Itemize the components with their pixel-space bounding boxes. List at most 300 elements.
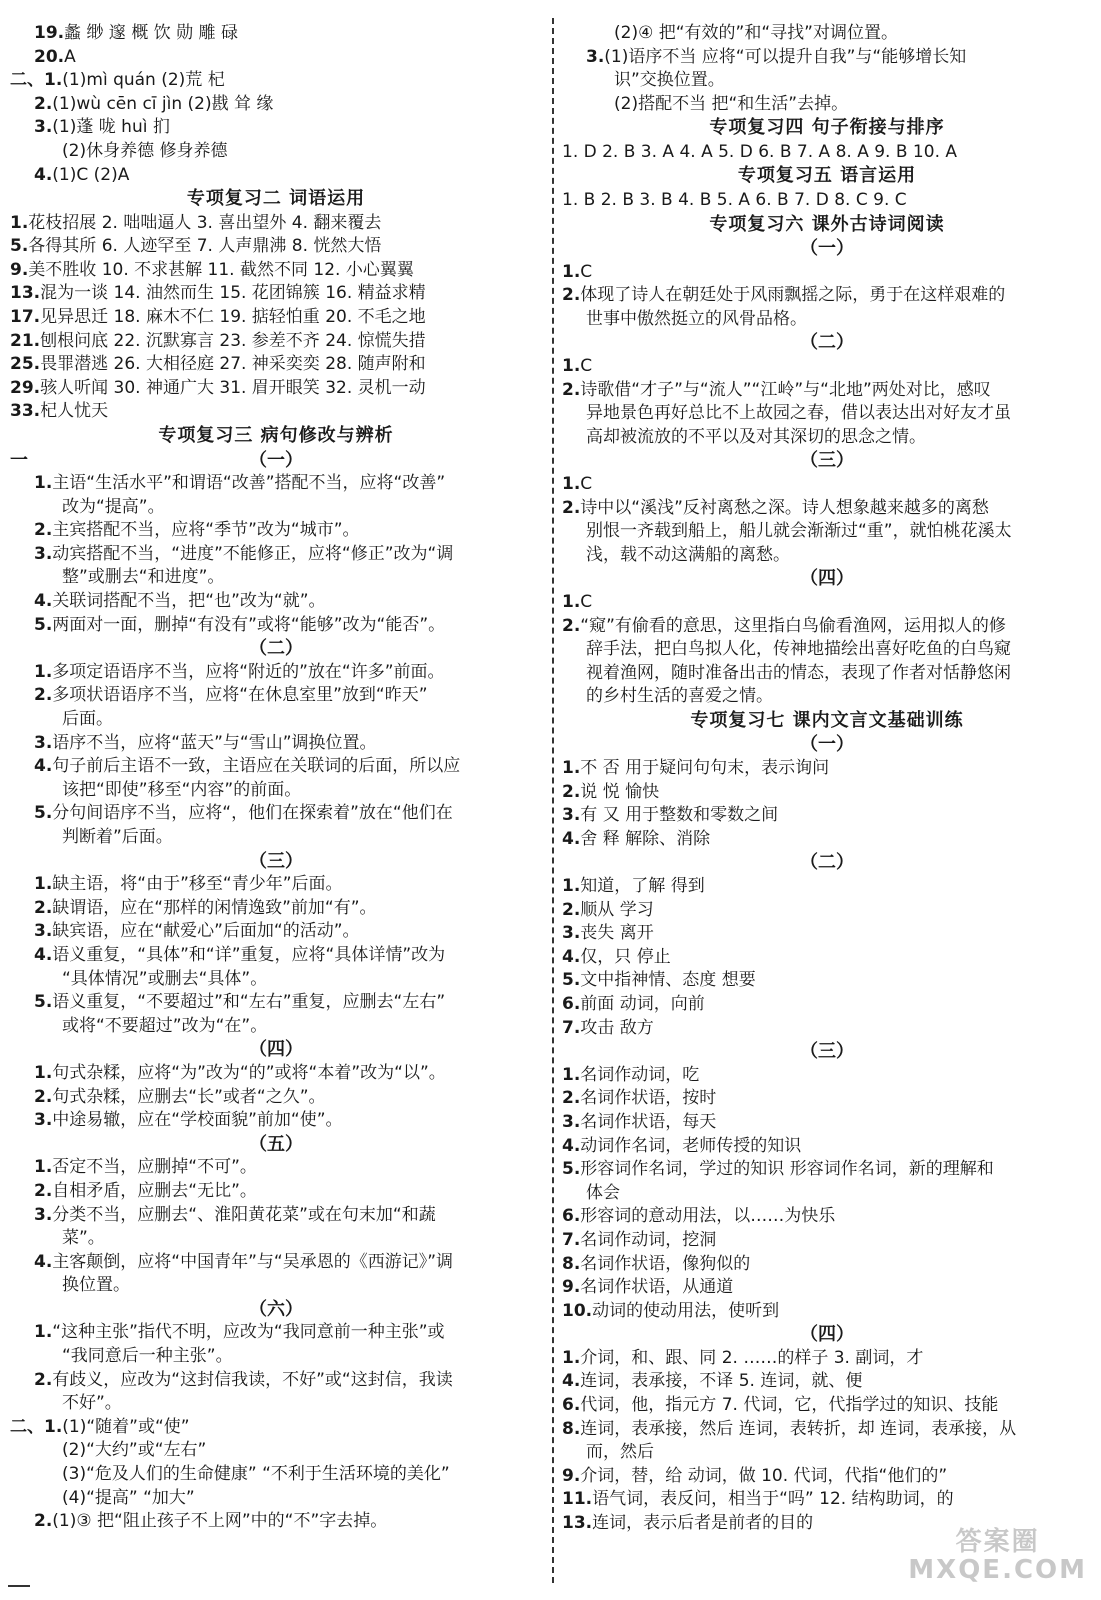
answer-text: C xyxy=(580,474,593,494)
answer-line xyxy=(562,804,1092,828)
subsection-label: （一） xyxy=(800,238,854,260)
answer-text: 诗歌借“才子”与“流人”“江岭”与“北地”两处对比，感叹 xyxy=(580,379,991,400)
subsection-label: （三） xyxy=(800,450,854,472)
subsection-heading xyxy=(10,1038,542,1062)
answer-number: 2. xyxy=(562,285,581,306)
answer-line xyxy=(10,116,542,140)
subsection-label: （三） xyxy=(800,1041,854,1063)
answer-number: 8. xyxy=(562,1418,581,1439)
answer-line xyxy=(10,1463,542,1487)
answer-line xyxy=(562,141,1092,165)
subsection-heading xyxy=(562,449,1092,473)
answer-number: 2. xyxy=(34,685,53,706)
answer-line xyxy=(10,920,542,944)
answer-number: 1. xyxy=(10,212,29,233)
answer-text: 缺宾语，应在“献爱心”后面加“的活动”。 xyxy=(52,921,360,942)
answer-line xyxy=(562,46,1092,70)
answer-text: 语义重复，“不要超过”和“左右”重复，应删去“左右” xyxy=(52,992,446,1013)
answer-line xyxy=(10,991,542,1015)
watermark-url: MXQE.COM xyxy=(908,1555,1087,1585)
answer-text: 句子前后主语不一致，主语应在关联词的后面，所以应 xyxy=(52,756,461,777)
answer-number: 20. xyxy=(34,46,65,67)
answer-text: 混为一谈 14. 油然而生 15. 花团锦簇 16. 精益求精 xyxy=(40,283,426,304)
answer-text: C xyxy=(580,591,593,612)
answer-number: 4. xyxy=(34,944,53,965)
subsection-label: （二） xyxy=(249,638,303,660)
answer-continuation: 不好”。 xyxy=(62,1393,122,1414)
answer-number: 4. xyxy=(34,591,53,612)
subsection-heading xyxy=(562,331,1092,355)
answer-text: 见异思迁 18. 麻木不仁 19. 掂轻怕重 20. 不毛之地 xyxy=(40,307,426,328)
subsection-label: （二） xyxy=(800,332,854,354)
answer-line xyxy=(562,757,1092,781)
watermark-logo-text: 答案圈 xyxy=(955,1527,1040,1557)
answer-text: 语义重复，“具体”和“详”重复，应将“具体详情”改为 xyxy=(52,944,446,965)
answer-text: (1)C (2)A xyxy=(52,164,130,185)
answer-number: 3. xyxy=(562,923,581,944)
answer-text: 仅，只 停止 xyxy=(580,946,671,967)
answer-text: 各得其所 6. 人迹罕至 7. 人声鼎沸 8. 恍然大悟 xyxy=(28,236,382,257)
answer-continuation: 异地景色再好总比不上故园之春，借以表达出对好友才虽 xyxy=(586,403,1011,424)
answer-text: 动宾搭配不当，“进度”不能修正，应将“修正”改为“调 xyxy=(52,543,454,564)
answer-continuation: 识”交换位置。 xyxy=(614,70,725,91)
answer-number: 8. xyxy=(562,1253,581,1274)
answer-line xyxy=(562,1394,1092,1418)
answer-number: 2. xyxy=(34,93,53,114)
subsection-label: （五） xyxy=(249,1133,303,1155)
answer-continuation: 体会 xyxy=(586,1182,620,1203)
answer-continuation: 世事中傲然挺立的风骨品格。 xyxy=(586,308,807,329)
answer-text: (2)休身养德 修身养德 xyxy=(62,140,228,161)
answer-number: 5. xyxy=(34,614,53,635)
answer-number: 1. xyxy=(562,758,581,779)
answer-text: 缺主语，将“由于”移至“青少年”后面。 xyxy=(52,874,343,895)
answer-line xyxy=(562,1158,1092,1182)
answer-number: 5. xyxy=(34,803,53,824)
answer-text: 有歧义，应改为“这封信我读，不好”或“这封信，我读 xyxy=(52,1369,453,1390)
answer-text: (1)蓬 咙 huì 扪 xyxy=(52,117,170,138)
answer-number: 4. xyxy=(562,828,581,849)
answer-line xyxy=(10,400,542,424)
answer-text: 两面对一面，删掉“有没有”或将“能够”改为“能否”。 xyxy=(52,614,446,635)
answer-number: 6. xyxy=(562,1206,581,1227)
answer-text: 多项状语语序不当，应将“在休息室里”放到“昨天” xyxy=(52,685,428,706)
answer-line xyxy=(10,873,542,897)
subsection-heading xyxy=(10,449,542,473)
answer-text: (1)③ 把“阻止孩子不上网”中的“不”字去掉。 xyxy=(52,1511,388,1532)
answer-text: 说 悦 愉快 xyxy=(580,781,660,802)
answer-line xyxy=(562,993,1092,1017)
answer-number: 1. xyxy=(34,1157,53,1178)
answer-text: 主语“生活水平”和谓语“改善”搭配不当，应将“改善” xyxy=(52,473,446,494)
answer-line xyxy=(10,684,542,708)
left-column xyxy=(10,22,542,1534)
subsection-label: （一） xyxy=(800,734,854,756)
answer-line xyxy=(10,1062,542,1086)
answer-line xyxy=(10,235,542,259)
answer-text: “窥”有偷看的意思，这里指白鸟偷看渔网，运用拟人的修 xyxy=(580,615,1006,636)
answer-number: 2. xyxy=(34,1369,53,1390)
answer-number: 13. xyxy=(10,283,41,304)
answer-line xyxy=(10,353,542,377)
section-heading: 专项复习五 语言运用 xyxy=(737,165,917,187)
answer-text: (2)“大约”或“左右” xyxy=(62,1440,207,1461)
column-divider xyxy=(552,18,554,1583)
answer-continuation: 或将“不要超过”改为“在”。 xyxy=(62,1015,268,1036)
answer-number: 1. xyxy=(34,1322,53,1343)
watermark xyxy=(908,1528,1087,1584)
answer-text: 主客颠倒，应将“中国青年”与“吴承恩的《西游记》”调 xyxy=(52,1251,454,1272)
subsection-label: （三） xyxy=(249,850,303,872)
answer-line xyxy=(10,1321,542,1345)
answer-number: 1. xyxy=(562,356,581,377)
answer-continuation: 的乡村生活的喜爱之情。 xyxy=(586,686,773,707)
answer-number: 19. xyxy=(34,23,65,43)
answer-line xyxy=(10,377,542,401)
answer-number: 3. xyxy=(34,921,53,942)
answer-number: 6. xyxy=(562,1395,581,1416)
answer-line xyxy=(10,1204,542,1228)
answer-text: 关联词搭配不当，把“也”改为“就”。 xyxy=(52,591,326,612)
answer-line xyxy=(10,1487,542,1511)
answer-number: 3. xyxy=(34,117,53,138)
answer-line xyxy=(10,519,542,543)
answer-text: 名词作状语，像狗似的 xyxy=(580,1253,751,1274)
answer-text: 中途易辙，应在“学校面貌”前加“使”。 xyxy=(52,1110,343,1131)
answer-continuation: “我同意后一种主张”。 xyxy=(62,1346,233,1367)
answer-line xyxy=(562,946,1092,970)
answer-continuation: 高却被流放的不平以及对其深切的思念之情。 xyxy=(586,426,926,447)
answer-number: 2. xyxy=(34,1180,53,1201)
answer-text: (2)④ 把“有效的”和“寻找”对调位置。 xyxy=(614,23,898,43)
answer-number: 4. xyxy=(34,1251,53,1272)
answer-text: 攻击 敌方 xyxy=(580,1017,654,1038)
answer-line xyxy=(10,802,542,826)
answer-continuation: 浅，载不动这满船的离愁。 xyxy=(586,544,790,565)
subsection-heading xyxy=(562,567,1092,591)
answer-number: 4. xyxy=(562,946,581,967)
answer-text: 语气词，表反问，相当于“吗” 12. 结构助词，的 xyxy=(592,1489,954,1510)
answer-text: 连词，表承接，然后 连词，表转折，却 连词，表承接，从 xyxy=(580,1418,1017,1439)
answer-continuation: 整”或删去“和进度”。 xyxy=(62,567,225,588)
answer-number: 2. xyxy=(34,1086,53,1107)
answer-text: 名词作状语，每天 xyxy=(580,1111,717,1132)
answer-text: 句式杂糅，应删去“长”或者“之久”。 xyxy=(52,1086,326,1107)
answer-continuation: “具体情况”或删去“具体”。 xyxy=(62,968,268,989)
answer-text: 多项定语语序不当，应将“附近的”放在“许多”前面。 xyxy=(52,661,445,682)
answer-line xyxy=(562,1205,1092,1229)
answer-text: 形容词的意动用法，以……为快乐 xyxy=(580,1206,836,1227)
answer-line xyxy=(10,614,542,638)
section-heading: 专项复习六 课外古诗词阅读 xyxy=(709,213,945,235)
answer-text: 动词的使动用法，使听到 xyxy=(592,1300,780,1321)
answer-number: 2. xyxy=(562,1088,581,1109)
right-column xyxy=(562,22,1092,1536)
answer-number: 3. xyxy=(34,732,53,753)
answer-number: 1. xyxy=(562,474,581,494)
answer-line xyxy=(10,1416,542,1440)
answer-text: 诗中以“溪浅”反衬离愁之深。诗人想象越来越多的离愁 xyxy=(580,497,989,518)
answer-number: 2. xyxy=(34,520,53,541)
subsection-heading xyxy=(562,851,1092,875)
bottom-rule xyxy=(8,1585,30,1587)
answer-text: (2)搭配不当 把“和生活”去掉。 xyxy=(614,93,849,114)
answer-line xyxy=(562,355,1092,379)
answer-number: 9. xyxy=(562,1465,581,1486)
answer-continuation: 别恨一齐载到船上，船儿就会渐渐过“重”，就怕桃花溪太 xyxy=(586,521,1012,542)
answer-continuation: 菜”。 xyxy=(62,1228,105,1249)
answer-number: 2. xyxy=(562,899,581,920)
answer-line xyxy=(10,732,542,756)
answer-number: 2. xyxy=(34,897,53,918)
answer-text: “这种主张”指代不明，应改为“我同意前一种主张”或 xyxy=(52,1322,445,1343)
answer-number: 17. xyxy=(10,307,41,328)
answer-text: 句式杂糅，应将“为”改为“的”或将“本着”改为“以”。 xyxy=(52,1062,446,1083)
answer-line xyxy=(10,1086,542,1110)
answer-number: 29. xyxy=(10,377,41,398)
answer-continuation: 该把“即使”移至“内容”的前面。 xyxy=(62,779,302,800)
answer-line xyxy=(10,1510,542,1534)
subsection-label: （四） xyxy=(800,1324,854,1346)
answer-text: 名词作动词，挖洞 xyxy=(580,1229,717,1250)
answer-line xyxy=(10,259,542,283)
subsection-label: （六） xyxy=(249,1298,303,1320)
answer-line xyxy=(562,875,1092,899)
subsection-heading xyxy=(562,1323,1092,1347)
answer-text: 美不胜收 10. 不求甚解 11. 截然不同 12. 小心翼翼 xyxy=(28,259,414,280)
answer-number: 1. xyxy=(562,1064,581,1085)
subsection-label: （一） xyxy=(249,449,303,471)
answer-number: 2. xyxy=(562,379,581,400)
answer-line xyxy=(562,591,1092,615)
subsection-heading xyxy=(10,850,542,874)
answer-line xyxy=(562,1229,1092,1253)
answer-line xyxy=(562,828,1092,852)
answer-line xyxy=(562,379,1092,403)
answer-text: 介词，和、跟、同 2. ……的样子 3. 副词，才 xyxy=(580,1347,924,1368)
answer-line xyxy=(10,330,542,354)
subsection-heading xyxy=(562,1040,1092,1064)
section-marker: 一 xyxy=(10,449,28,471)
answer-text: 知道，了解 得到 xyxy=(580,876,705,896)
subsection-label: （二） xyxy=(800,852,854,874)
answer-text: 花枝招展 2. 咄咄逼人 3. 喜出望外 4. 翻来覆去 xyxy=(28,212,382,233)
answer-line xyxy=(562,261,1092,285)
answer-number: 1. xyxy=(562,591,581,612)
answer-line xyxy=(562,1276,1092,1300)
answer-number: 10. xyxy=(562,1300,593,1321)
answer-line xyxy=(562,497,1092,521)
answer-line xyxy=(10,472,542,496)
subsection-label: （四） xyxy=(800,568,854,590)
answer-text: 主宾搭配不当，应将“季节”改为“城市”。 xyxy=(52,520,360,541)
section-heading: 专项复习二 词语运用 xyxy=(186,188,366,210)
answer-line xyxy=(562,781,1092,805)
answer-line xyxy=(562,189,1092,213)
answer-text: 分句间语序不当，应将“，他们在探索着”放在“他们在 xyxy=(52,803,453,824)
answer-line xyxy=(562,1017,1092,1041)
answer-text: 否定不当，应删掉“不可”。 xyxy=(52,1157,257,1178)
answer-number: 4. xyxy=(34,756,53,777)
answer-line xyxy=(10,306,542,330)
answer-text: 语序不当，应将“蓝天”与“雪山”调换位置。 xyxy=(52,732,377,753)
subsection-heading xyxy=(562,733,1092,757)
answer-text: (1)语序不当 应将“可以提升自我”与“能够增长知 xyxy=(604,46,967,67)
answer-number: 3. xyxy=(34,1110,53,1131)
answer-number: 1. xyxy=(562,1347,581,1368)
answer-number: 3. xyxy=(34,543,53,564)
answer-line xyxy=(562,899,1092,923)
answer-text: (1)wù cēn cī jìn (2)戡 耸 缘 xyxy=(52,93,274,114)
answer-number: 11. xyxy=(562,1489,593,1510)
answer-line xyxy=(562,1347,1092,1371)
answer-number: 25. xyxy=(10,354,41,375)
answer-text: C xyxy=(580,261,593,282)
answer-number: 5. xyxy=(562,970,581,991)
answer-line xyxy=(562,1111,1092,1135)
answer-line xyxy=(10,1251,542,1275)
answer-line xyxy=(562,922,1092,946)
answer-text: 名词作动词，吃 xyxy=(580,1064,700,1085)
answer-text: 连词，表示后者是前者的目的 xyxy=(592,1513,814,1534)
answer-number: 1. xyxy=(34,1062,53,1083)
answer-continuation: 后面。 xyxy=(62,709,113,730)
answer-continuation: 改为“提高”。 xyxy=(62,496,165,517)
answer-line xyxy=(562,284,1092,308)
answer-continuation: 视着渔网，随时准备出击的情态，表现了作者对恬静悠闲 xyxy=(586,662,1011,683)
answer-number: 1. xyxy=(562,876,581,896)
answer-text: 介词，替，给 动词，做 10. 代词，代指“他们的” xyxy=(580,1465,948,1486)
section-heading: 专项复习七 课内文言文基础训练 xyxy=(690,709,964,731)
answer-number: 4. xyxy=(34,164,53,185)
answer-text: 1. D 2. B 3. A 4. A 5. D 6. B 7. A 8. A 9. B 10. A xyxy=(562,141,958,162)
answer-text: 缺谓语，应在“那样的闲情逸致”前加“有”。 xyxy=(52,897,377,918)
answer-number: 1. xyxy=(34,874,53,895)
answer-text: A xyxy=(64,46,76,67)
answer-line xyxy=(562,1064,1092,1088)
answer-line xyxy=(562,93,1092,117)
answer-text: 形容词作名词，学过的知识 形容词作名词，新的理解和 xyxy=(580,1159,994,1180)
answer-number: 5. xyxy=(562,1159,581,1180)
answer-line xyxy=(10,282,542,306)
answer-continuation: 换位置。 xyxy=(62,1275,130,1296)
answer-line xyxy=(10,93,542,117)
answer-line xyxy=(10,897,542,921)
answer-number: 6. xyxy=(562,993,581,1014)
answer-text: 动词作名词，老师传授的知识 xyxy=(580,1135,802,1156)
answer-line xyxy=(10,212,542,236)
answer-line xyxy=(10,944,542,968)
answer-line xyxy=(562,22,1092,46)
answer-text: 顺从 学习 xyxy=(580,899,654,920)
answer-number: 1. xyxy=(34,661,53,682)
answer-text: 丧失 离开 xyxy=(580,923,654,944)
subsection-label: （四） xyxy=(249,1039,303,1061)
answer-line xyxy=(10,140,542,164)
answer-text: 名词作状语，从通道 xyxy=(580,1277,734,1298)
answer-number: 3. xyxy=(586,46,605,67)
answer-text: C xyxy=(580,356,593,377)
answer-line xyxy=(10,543,542,567)
answer-number: 5. xyxy=(34,992,53,1013)
answer-number: 1. xyxy=(562,261,581,282)
subsection-heading xyxy=(10,637,542,661)
answer-line xyxy=(562,1465,1092,1489)
answer-text: 舍 释 解除、消除 xyxy=(580,828,711,849)
section-heading: 专项复习四 句子衔接与排序 xyxy=(709,117,945,139)
section-heading: 专项复习三 病句修改与辨析 xyxy=(158,425,394,446)
answer-line xyxy=(562,473,1092,497)
answer-number: 3. xyxy=(562,1111,581,1132)
answer-line xyxy=(10,69,542,93)
answer-text: (1)“随着”或“使” xyxy=(62,1416,190,1437)
answer-line xyxy=(10,22,542,46)
answer-line xyxy=(10,661,542,685)
answer-line xyxy=(562,1488,1092,1512)
answer-text: 前面 动词，向前 xyxy=(580,993,705,1014)
subsection-heading xyxy=(562,237,1092,261)
answer-number: 4. xyxy=(562,1135,581,1156)
answer-line xyxy=(562,1253,1092,1277)
subsection-heading xyxy=(10,1298,542,1322)
answer-continuation: 辞手法，把白鸟拟人化，传神地描绘出喜好吃鱼的白鸟窥 xyxy=(586,639,1011,660)
answer-number: 5. xyxy=(10,236,29,257)
answer-number: 3. xyxy=(34,1204,53,1225)
answer-number: 1. xyxy=(34,473,53,494)
answer-text: (1)mì quán (2)荒 杞 xyxy=(62,70,225,91)
answer-text: 自相矛盾，应删去“无比”。 xyxy=(52,1180,257,1201)
answer-text: 有 又 用于整数和零数之间 xyxy=(580,805,779,826)
answer-line xyxy=(10,1439,542,1463)
subsection-heading xyxy=(10,1133,542,1157)
answer-text: 体现了诗人在朝廷处于风雨飘摇之际，勇于在这样艰难的 xyxy=(580,285,1006,306)
answer-line xyxy=(10,590,542,614)
answer-text: 畏罪潜逃 26. 大相径庭 27. 神采奕奕 28. 随声附和 xyxy=(40,354,426,375)
answer-line xyxy=(10,1180,542,1204)
answer-number: 7. xyxy=(562,1229,581,1250)
answer-number: 7. xyxy=(562,1017,581,1038)
answer-number: 二、1. xyxy=(10,70,63,91)
answer-text: 1. B 2. B 3. B 4. B 5. A 6. B 7. D 8. C 9. C xyxy=(562,189,907,210)
answer-number: 二、1. xyxy=(10,1416,63,1437)
answer-line xyxy=(10,1369,542,1393)
answer-number: 9. xyxy=(562,1277,581,1298)
answer-number: 9. xyxy=(10,259,29,280)
answer-text: 刨根问底 22. 沉默寡言 23. 参差不齐 24. 惊慌失措 xyxy=(40,330,426,351)
answer-text: 名词作状语，按时 xyxy=(580,1088,717,1109)
answer-text: (3)“危及人们的生命健康” “不利于生活环境的美化” xyxy=(62,1464,450,1485)
answer-text: 连词，表承接，不译 5. 连词，就、便 xyxy=(580,1371,863,1392)
answer-line xyxy=(562,1087,1092,1111)
answer-continuation: 而，然后 xyxy=(586,1442,654,1463)
answer-number: 13. xyxy=(562,1513,593,1534)
answer-line xyxy=(10,1156,542,1180)
answer-number: 3. xyxy=(562,805,581,826)
answer-line xyxy=(10,755,542,779)
answer-number: 2. xyxy=(34,1511,53,1532)
answer-line xyxy=(10,1109,542,1133)
answer-line xyxy=(562,1418,1092,1442)
answer-continuation: 判断着”后面。 xyxy=(62,827,173,847)
answer-line xyxy=(562,1135,1092,1159)
answer-text: 分类不当，应删去“、淮阳黄花菜”或在句末加“和蔬 xyxy=(52,1204,436,1225)
answer-line xyxy=(562,615,1092,639)
answer-line xyxy=(10,164,542,188)
answer-number: 2. xyxy=(562,781,581,802)
answer-number: 2. xyxy=(562,497,581,518)
answer-line xyxy=(562,1370,1092,1394)
answer-number: 4. xyxy=(562,1371,581,1392)
